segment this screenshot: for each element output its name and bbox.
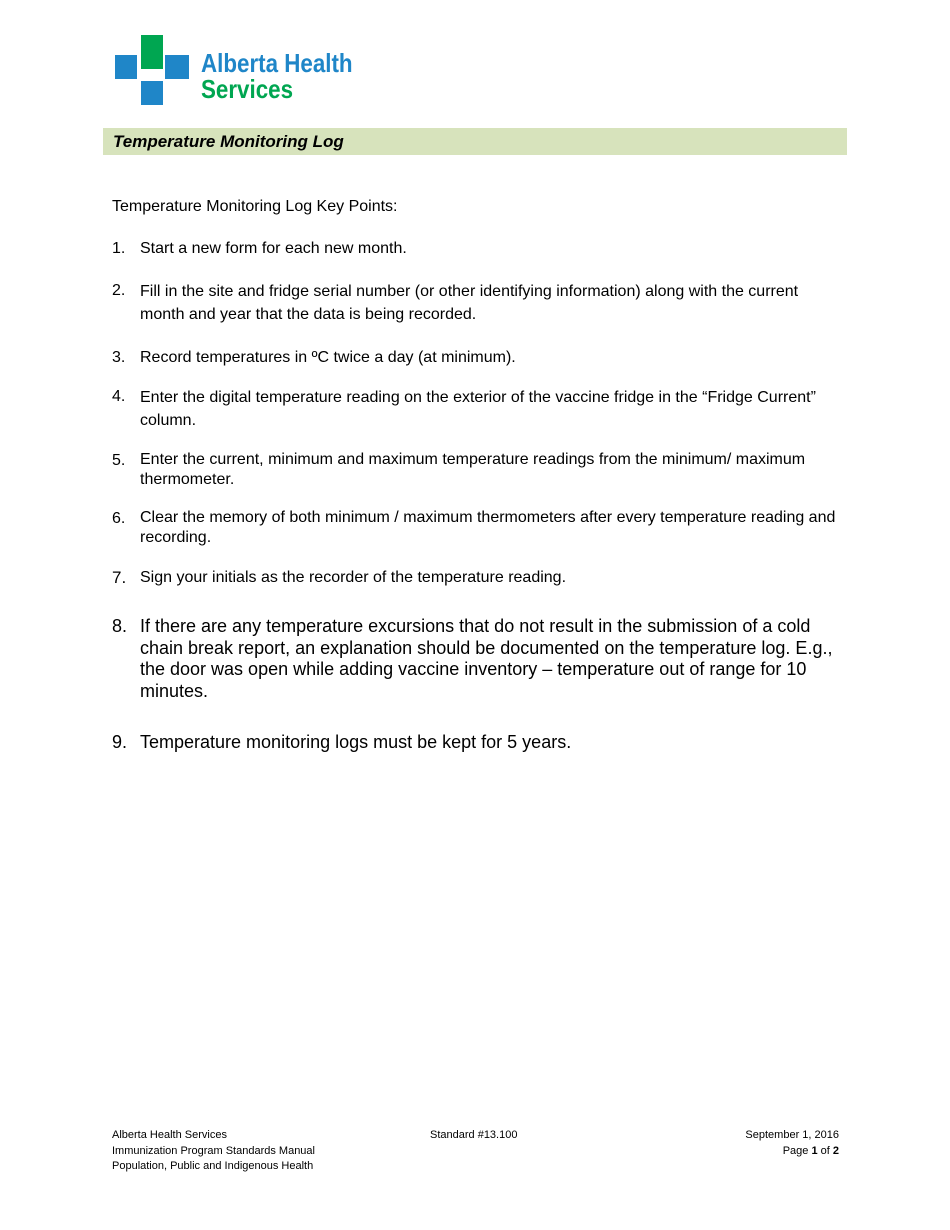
footer-right bbox=[640, 1128, 839, 1159]
page-title: Temperature Monitoring Log bbox=[113, 132, 344, 151]
footer-left bbox=[112, 1128, 315, 1175]
list-item-number: 6. bbox=[112, 510, 126, 527]
list-item-number: 1. bbox=[112, 240, 126, 257]
list-item-number: 2. bbox=[112, 282, 126, 299]
list-item-text: Start a new form for each new month. bbox=[140, 240, 407, 257]
page-total: 2 bbox=[832, 1144, 839, 1157]
footer-page-number bbox=[640, 1144, 839, 1160]
list-item-number: 3. bbox=[112, 349, 126, 366]
title-bar bbox=[103, 128, 847, 155]
list-item-text: Enter the current, minimum and maximum temperature readings from the minimum/ maximum thermometer. bbox=[140, 451, 806, 488]
ahs-cross-logo-icon bbox=[115, 35, 189, 105]
logo-line-2: Services bbox=[201, 74, 294, 104]
page-prefix: Page bbox=[782, 1144, 812, 1157]
footer-center bbox=[430, 1128, 517, 1144]
logo-line-1: Alberta Health bbox=[201, 48, 353, 78]
footer-manual: Immunization Program Standards Manual bbox=[112, 1144, 315, 1157]
footer-org: Alberta Health Services bbox=[112, 1129, 227, 1141]
ahs-logo bbox=[115, 35, 365, 107]
list-item-text: Temperature monitoring logs must be kept for 5 years. bbox=[140, 732, 572, 752]
list-item-number: 8. bbox=[112, 616, 128, 636]
key-points-heading: Temperature Monitoring Log Key Points: bbox=[112, 198, 398, 215]
list-item-text: Sign your initials as the recorder of the temperature reading. bbox=[140, 569, 567, 586]
list-item-text: Clear the memory of both minimum / maximum thermometers after every temperature reading and recording. bbox=[140, 509, 836, 546]
list-item-text: If there are any temperature excursions that do not result in the submission of a cold chain break report, an explanation should be documented on the temperature log. E.g., the door was open while adding vaccine inventory – temperature out of range for 10 minutes. bbox=[140, 616, 833, 701]
list-item-number: 5. bbox=[112, 452, 126, 469]
footer-department: Population, Public and Indigenous Health bbox=[112, 1160, 314, 1172]
footer-date: September 1, 2016 bbox=[745, 1129, 839, 1141]
list-item-text: Fill in the site and fridge serial number (or other identifying information) along with the current month and year that the data is being recorded. bbox=[140, 283, 799, 323]
list-item-number: 9. bbox=[112, 732, 128, 752]
page-current: 1 bbox=[811, 1144, 818, 1157]
list-item-number: 7. bbox=[112, 568, 127, 587]
page-of: of bbox=[817, 1144, 833, 1157]
logo-wordmark bbox=[201, 50, 353, 102]
footer-standard: Standard #13.100 bbox=[430, 1129, 518, 1141]
list-item-text: Record temperatures in ºC twice a day (at minimum). bbox=[140, 349, 516, 366]
list-item-number: 4. bbox=[112, 388, 126, 405]
list-item-text: Enter the digital temperature reading on the exterior of the vaccine fridge in the “Fridge Current” column. bbox=[140, 389, 816, 429]
